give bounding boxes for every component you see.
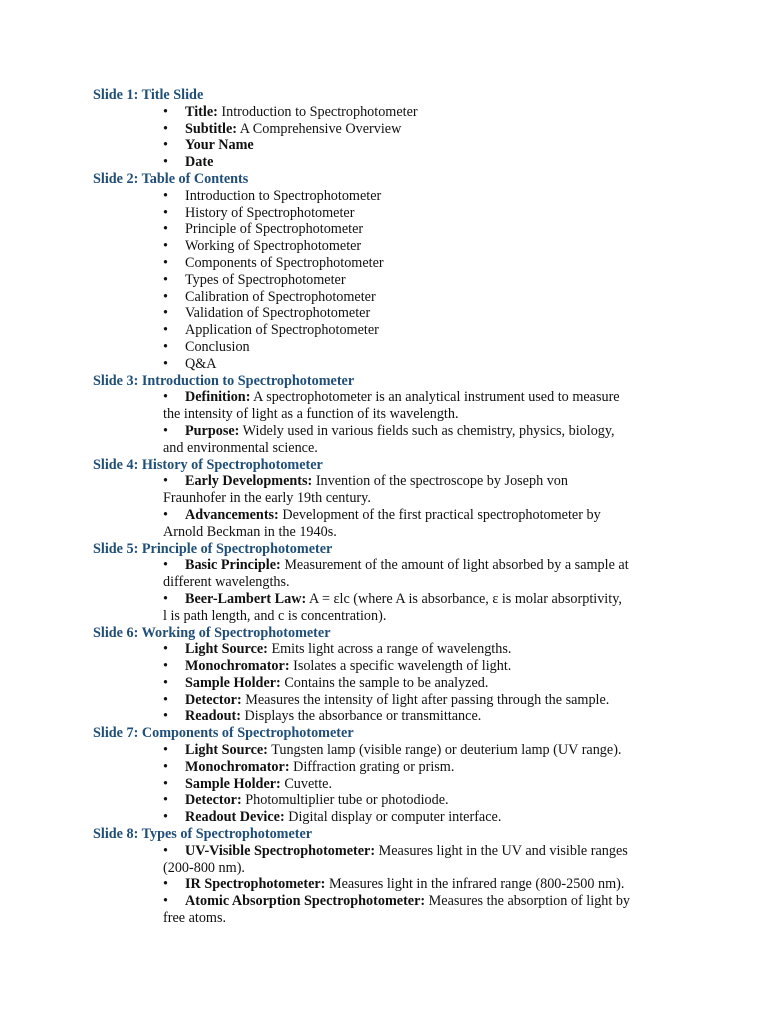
bullet-label: Sample Holder: bbox=[185, 775, 281, 792]
bullet-list bbox=[93, 104, 683, 171]
slide-heading: Slide 7: Components of Spectrophotometer bbox=[93, 725, 354, 742]
bullet-item bbox=[163, 792, 683, 809]
bullet-paragraph bbox=[93, 893, 683, 927]
bullet-item bbox=[163, 708, 683, 725]
bullet-label: Title: bbox=[185, 103, 218, 120]
bullet-label: Monochromator: bbox=[185, 658, 290, 675]
bullet-item bbox=[163, 742, 683, 759]
bullet-text: Application of Spectrophotometer bbox=[185, 322, 379, 339]
bullet-text: Q&A bbox=[185, 355, 217, 372]
bullet-item bbox=[163, 356, 683, 373]
bullet-item bbox=[163, 137, 683, 154]
bullet-item bbox=[163, 255, 683, 272]
bullet-label: Definition: bbox=[185, 389, 251, 406]
bullet-text: Tungsten lamp (visible range) or deuterium lamp (UV range). bbox=[267, 742, 622, 759]
slide-heading: Slide 8: Types of Spectrophotometer bbox=[93, 826, 313, 843]
bullet-item bbox=[163, 205, 683, 222]
bullet-continuation: l is path length, and c is concentration). bbox=[163, 607, 387, 624]
bullet-text: Widely used in various fields such as chemistry, physics, biology, bbox=[239, 422, 615, 439]
bullet-text: Invention of the spectroscope by Joseph von bbox=[312, 473, 568, 490]
bullet-label: IR Spectrophotometer: bbox=[185, 876, 326, 893]
bullet-icon: • bbox=[163, 389, 168, 406]
bullet-paragraph bbox=[93, 389, 683, 423]
bullet-text: Introduction to Spectrophotometer bbox=[185, 187, 382, 204]
slide-section bbox=[93, 541, 683, 625]
bullet-paragraph bbox=[93, 473, 683, 507]
bullet-label: Sample Holder: bbox=[185, 674, 281, 691]
slide-heading: Slide 1: Title Slide bbox=[93, 87, 204, 103]
bullet-item bbox=[163, 289, 683, 306]
bullet-label: Date bbox=[185, 154, 214, 171]
slide-section bbox=[93, 171, 683, 373]
bullet-continuation: Arnold Beckman in the 1940s. bbox=[163, 523, 337, 540]
bullet-text: Diffraction grating or prism. bbox=[289, 758, 455, 775]
slide-heading: Slide 5: Principle of Spectrophotometer bbox=[93, 540, 333, 557]
bullet-text: Validation of Spectrophotometer bbox=[185, 305, 371, 322]
slide-heading: Slide 3: Introduction to Spectrophotometer bbox=[93, 372, 355, 389]
bullet-text: Conclusion bbox=[185, 338, 250, 355]
bullet-label: Early Developments: bbox=[185, 473, 313, 490]
bullet-label: Light Source: bbox=[185, 742, 268, 759]
slide-section bbox=[93, 457, 683, 541]
bullet-item bbox=[163, 104, 683, 121]
bullet-paragraph bbox=[93, 423, 683, 457]
bullet-icon: • bbox=[163, 506, 168, 523]
bullet-text: Introduction to Spectrophotometer bbox=[217, 103, 418, 120]
slide-section bbox=[93, 826, 683, 927]
bullet-label: Purpose: bbox=[185, 422, 240, 439]
document-body bbox=[93, 87, 683, 927]
bullet-list bbox=[93, 742, 683, 826]
bullet-text: A spectrophotometer is an analytical instrument used to measure bbox=[250, 389, 620, 406]
bullet-text: History of Spectrophotometer bbox=[185, 204, 355, 221]
bullet-item bbox=[163, 154, 683, 171]
bullet-item bbox=[163, 221, 683, 238]
bullet-continuation: (200-800 nm). bbox=[163, 859, 245, 876]
bullet-text: Cuvette. bbox=[280, 775, 332, 792]
slide-section bbox=[93, 725, 683, 826]
bullet-item bbox=[163, 188, 683, 205]
bullet-icon: • bbox=[163, 842, 168, 859]
bullet-item bbox=[163, 759, 683, 776]
bullet-label: UV-Visible Spectrophotometer: bbox=[185, 842, 376, 859]
bullet-icon: • bbox=[163, 876, 168, 893]
bullet-text: Photomultiplier tube or photodiode. bbox=[241, 792, 449, 809]
bullet-text: A Comprehensive Overview bbox=[237, 120, 402, 137]
bullet-text: Measures the intensity of light after passing through the sample. bbox=[241, 691, 610, 708]
bullet-text: Principle of Spectrophotometer bbox=[185, 221, 364, 238]
bullet-item bbox=[163, 776, 683, 793]
bullet-label: Readout Device: bbox=[185, 809, 285, 826]
bullet-text: Measurement of the amount of light absorbed by a sample at bbox=[280, 557, 629, 574]
bullet-paragraph bbox=[93, 507, 683, 541]
bullet-icon: • bbox=[163, 422, 168, 439]
bullet-text: Digital display or computer interface. bbox=[284, 809, 502, 826]
bullet-continuation: Fraunhofer in the early 19th century. bbox=[163, 490, 371, 507]
paragraph-list bbox=[93, 557, 683, 624]
bullet-label: Your Name bbox=[185, 137, 254, 154]
bullet-text: Displays the absorbance or transmittance. bbox=[240, 708, 482, 725]
bullet-paragraph bbox=[93, 557, 683, 591]
paragraph-list bbox=[93, 473, 683, 540]
bullet-label: Monochromator: bbox=[185, 758, 290, 775]
bullet-item bbox=[163, 272, 683, 289]
bullet-item bbox=[163, 238, 683, 255]
bullet-item bbox=[163, 121, 683, 138]
paragraph-list bbox=[93, 389, 683, 456]
slide-heading: Slide 6: Working of Spectrophotometer bbox=[93, 624, 331, 641]
bullet-list bbox=[93, 641, 683, 725]
slide-section bbox=[93, 373, 683, 457]
slide-section bbox=[93, 625, 683, 726]
bullet-continuation: the intensity of light as a function of its wavelength. bbox=[163, 406, 459, 423]
bullet-label: Advancements: bbox=[185, 506, 279, 523]
bullet-text: Development of the first practical spectrophotometer by bbox=[278, 506, 601, 523]
bullet-item bbox=[163, 641, 683, 658]
bullet-text: Calibration of Spectrophotometer bbox=[185, 288, 376, 305]
paragraph-list bbox=[93, 843, 683, 927]
bullet-paragraph bbox=[93, 591, 683, 625]
bullet-item bbox=[163, 322, 683, 339]
bullet-text: Measures light in the infrared range (800-2500 nm). bbox=[325, 876, 625, 893]
bullet-text: Types of Spectrophotometer bbox=[185, 271, 346, 288]
bullet-text: Components of Spectrophotometer bbox=[185, 254, 384, 271]
bullet-item bbox=[163, 305, 683, 322]
bullet-item bbox=[163, 339, 683, 356]
bullet-text: Measures the absorption of light by bbox=[425, 893, 631, 910]
bullet-label: Beer-Lambert Law: bbox=[185, 590, 307, 607]
slide-heading: Slide 4: History of Spectrophotometer bbox=[93, 456, 323, 473]
bullet-text: Working of Spectrophotometer bbox=[185, 238, 362, 255]
bullet-label: Readout: bbox=[185, 708, 241, 725]
bullet-text: Measures light in the UV and visible ranges bbox=[375, 842, 628, 859]
slide-section bbox=[93, 87, 683, 171]
slide-heading: Slide 2: Table of Contents bbox=[93, 170, 249, 187]
bullet-list bbox=[93, 188, 683, 373]
bullet-label: Atomic Absorption Spectrophotometer: bbox=[185, 893, 426, 910]
bullet-item bbox=[163, 809, 683, 826]
bullet-text: Isolates a specific wavelength of light. bbox=[289, 658, 512, 675]
bullet-text: Emits light across a range of wavelengths. bbox=[267, 641, 512, 658]
bullet-item bbox=[163, 658, 683, 675]
bullet-item bbox=[163, 692, 683, 709]
bullet-icon: • bbox=[163, 590, 168, 607]
bullet-text: A = εlc (where A is absorbance, ε is molar absorptivity, bbox=[306, 590, 622, 607]
bullet-continuation: different wavelengths. bbox=[163, 574, 290, 591]
bullet-label: Detector: bbox=[185, 691, 242, 708]
bullet-continuation: free atoms. bbox=[163, 910, 227, 927]
bullet-label: Basic Principle: bbox=[185, 557, 281, 574]
bullet-paragraph bbox=[93, 843, 683, 877]
bullet-label: Subtitle: bbox=[185, 120, 238, 137]
bullet-text: Contains the sample to be analyzed. bbox=[280, 674, 489, 691]
bullet-continuation: and environmental science. bbox=[163, 439, 318, 456]
bullet-paragraph bbox=[93, 876, 683, 893]
bullet-icon: • bbox=[163, 893, 168, 910]
bullet-label: Detector: bbox=[185, 792, 242, 809]
bullet-icon: • bbox=[163, 473, 168, 490]
bullet-label: Light Source: bbox=[185, 641, 268, 658]
bullet-icon: • bbox=[163, 557, 168, 574]
bullet-item bbox=[163, 675, 683, 692]
